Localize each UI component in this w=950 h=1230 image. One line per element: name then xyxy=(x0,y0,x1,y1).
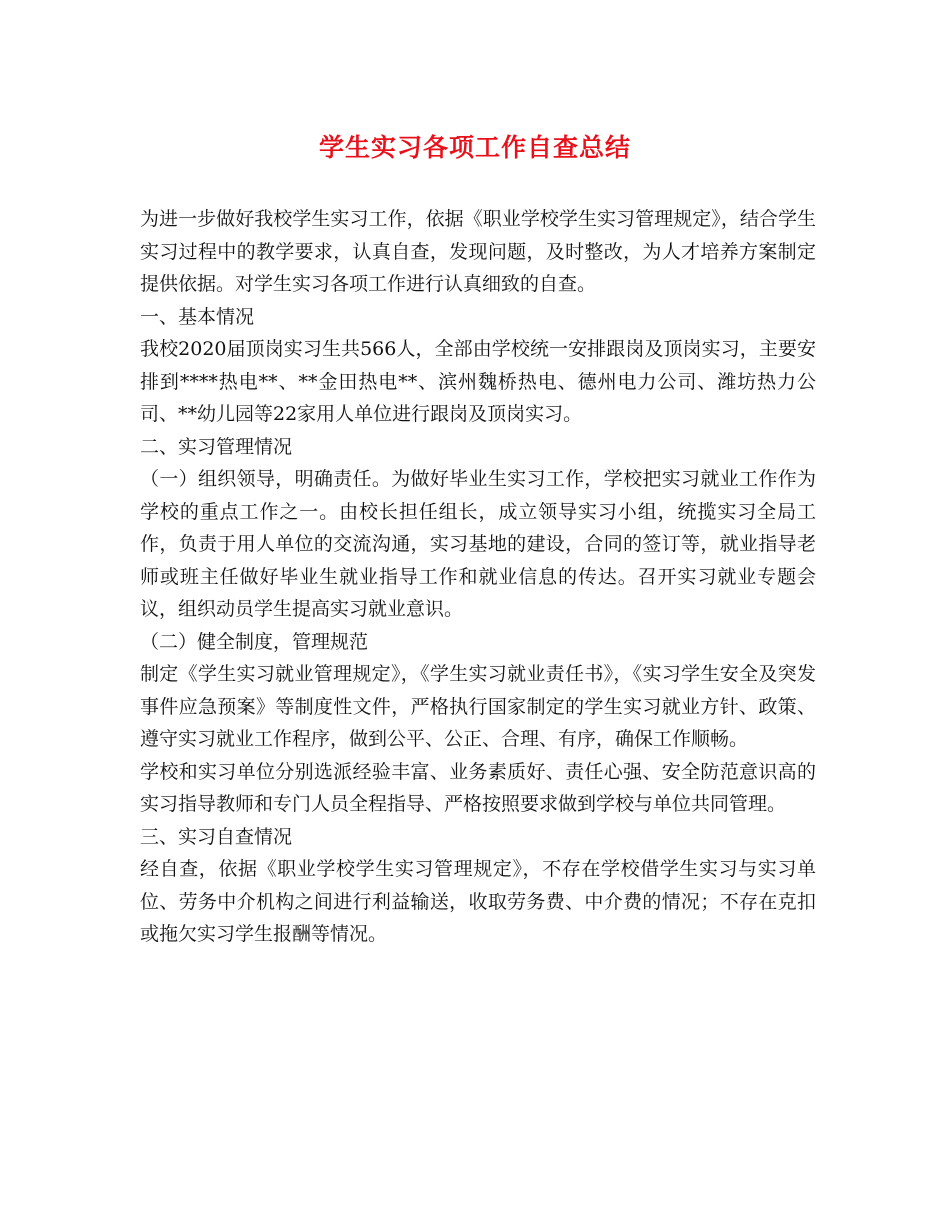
document-body xyxy=(140,203,816,951)
organization-paragraph: （一）组织领导，明确责任。为做好毕业生实习工作，学校把实习就业工作作为学校的重点工作之一。由校长担任组长，成立领导实习小组，统揽实习全局工作，负责于用人单位的交流沟通，实习基地的建设，合同的签订等，就业指导老师或班主任做好毕业生就业指导工作和就业信息的传达。召开实习就业专题会议，组织动员学生提高实习就业意识。 xyxy=(140,468,816,620)
basic-situation-paragraph: 我校2020届顶岗实习生共566人，全部由学校统一安排跟岗及顶岗实习，主要安排到****热电**、**金田热电**、滨州魏桥热电、德州电力公司、潍坊热力公司、**幼儿园等22家用人单位进行跟岗及顶岗实习。 xyxy=(140,338,816,425)
section-heading-management: 二、实习管理情况 xyxy=(140,435,293,458)
guidance-paragraph: 学校和实习单位分别选派经验丰富、业务素质好、责任心强、安全防范意识高的实习指导教师和专门人员全程指导、严格按照要求做到学校与单位共同管理。 xyxy=(140,760,816,815)
self-check-paragraph: 经自查，依据《职业学校学生实习管理规定》，不存在学校借学生实习与实习单位、劳务中介机构之间进行利益输送，收取劳务费、中介费的情况；不存在克扣或拖欠实习学生报酬等情况。 xyxy=(140,858,816,945)
subheading-system: （二）健全制度，管理规范 xyxy=(140,630,369,653)
section-heading-self-check: 三、实习自查情况 xyxy=(140,825,293,848)
intro-paragraph: 为进一步做好我校学生实习工作，依据《职业学校学生实习管理规定》，结合学生实习过程中的教学要求，认真自查，发现问题，及时整改，为人才培养方案制定提供依据。对学生实习各项工作进行认真细致的自查。 xyxy=(140,208,816,295)
document-title: 学生实习各项工作自查总结 xyxy=(318,133,631,162)
system-paragraph: 制定《学生实习就业管理规定》，《学生实习就业责任书》，《实习学生安全及突发事件应急预案》等制度性文件，严格执行国家制定的学生实习就业方针、政策、遵守实习就业工作程序，做到公平、公正、合理、有序，确保工作顺畅。 xyxy=(140,663,816,750)
section-heading-basic-situation: 一、基本情况 xyxy=(140,305,255,328)
